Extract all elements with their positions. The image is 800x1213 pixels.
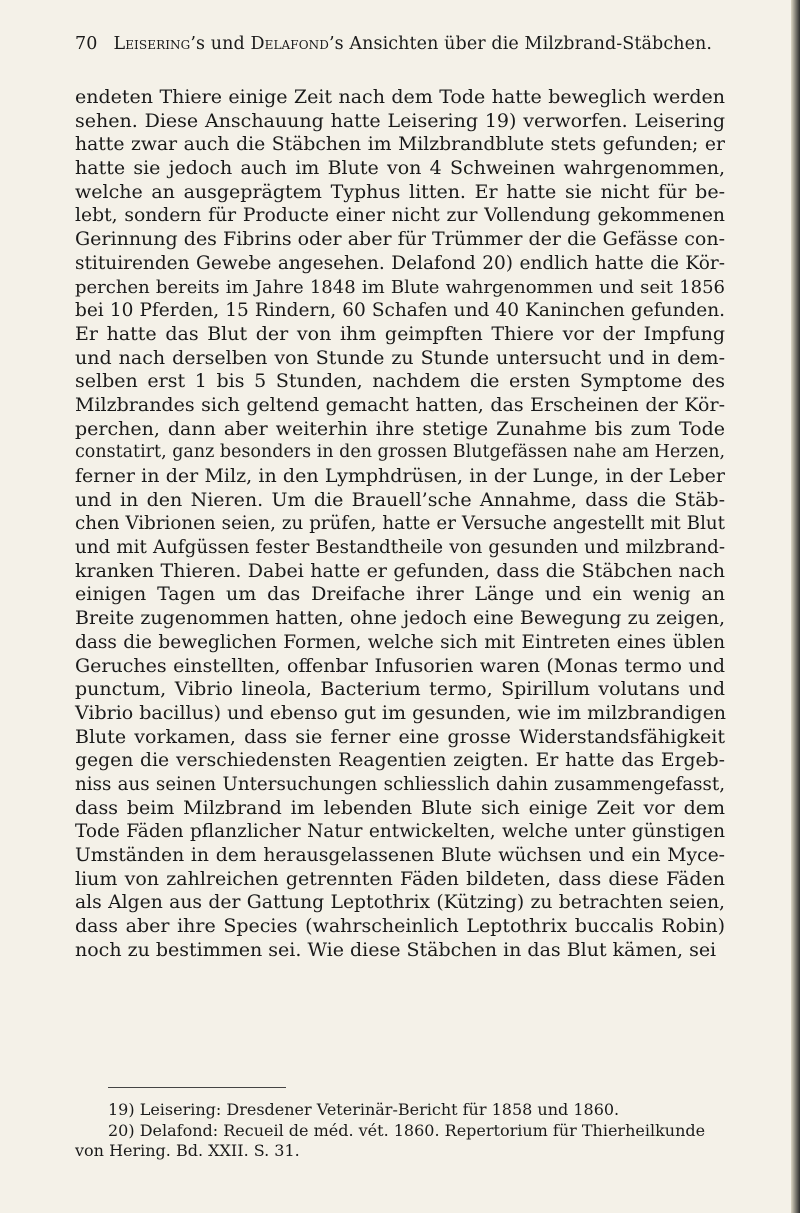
text-line: Tode Fäden pflanzlicher Natur entwickelten, welche unter günstigen — [75, 821, 725, 843]
text-line: noch zu bestimmen sei. Wie diese Stäbchen in das Blut kämen, sei — [75, 938, 717, 961]
text-line: Gerinnung des Fibrins oder aber für Trümmer der die Gefässe con- — [75, 228, 725, 251]
body-text — [75, 86, 725, 962]
header-connector: ’s und — [190, 34, 251, 54]
running-header — [75, 34, 715, 54]
header-title-rest: ’s Ansichten über die Milzbrand-Stäbchen. — [328, 34, 713, 54]
footnote-20-continued: von Hering. Bd. XXII. S. 31. — [75, 1141, 300, 1160]
header-author-1: Leisering — [113, 34, 191, 54]
footnote-rule — [108, 1087, 286, 1088]
footnote-19: 19) Leisering: Dresdener Veterinär-Bericht für 1858 und 1860. — [108, 1100, 620, 1119]
text-line: gegen die verschiedensten Reagentien zeigten. Er hatte das Ergeb- — [75, 750, 725, 772]
text-line: stituirenden Gewebe angesehen. Delafond 20) endlich hatte die Kör- — [75, 252, 725, 274]
text-line: chen Vibrionen seien, zu prüfen, hatte er Versuche angestellt mit Blut — [75, 513, 725, 535]
text-line: perchen bereits im Jahre 1848 im Blute wahrgenommen und seit 1856 — [75, 276, 725, 298]
text-line: Umständen in dem herausgelassenen Blute wüchsen und ein Myce- — [75, 845, 725, 866]
text-line: niss aus seinen Untersuchungen schliesslich dahin zusammengefasst, — [75, 773, 725, 795]
text-line: Vibrio bacillus) und ebenso gut im gesunden, wie im milzbrandigen — [75, 701, 727, 724]
text-line: Geruches einstellten, offenbar Infusorien waren (Monas termo und — [75, 654, 725, 677]
page-edge-shadow — [791, 0, 800, 1213]
text-line: und mit Aufgüssen fester Bestandtheile von gesunden und milzbrand- — [75, 537, 725, 559]
text-line: selben erst 1 bis 5 Stunden, nachdem die ersten Symptome des — [75, 370, 725, 393]
footnotes — [75, 1100, 725, 1162]
text-line: lebt, sondern für Producte einer nicht zur Vollendung gekommenen — [75, 205, 725, 227]
text-line: dass die beweglichen Formen, welche sich mit Eintreten eines üblen — [75, 631, 725, 653]
text-line: Milzbrandes sich geltend gemacht hatten, das Erscheinen der Kör- — [75, 393, 725, 416]
text-line: dass aber ihre Species (wahrscheinlich Leptothrix buccalis Robin) — [75, 915, 725, 938]
text-line: punctum, Vibrio lineola, Bacterium termo, Spirillum volutans und — [75, 678, 725, 701]
text-line: endeten Thiere einige Zeit nach dem Tode hatte beweglich werden — [75, 86, 725, 108]
text-line: lium von zahlreichen getrennten Fäden bildeten, dass diese Fäden — [75, 867, 725, 890]
text-line: Breite zugenommen hatten, ohne jedoch eine Bewegung zu zeigen, — [75, 607, 725, 630]
text-line: und in den Nieren. Um die Brauell’sche Annahme, dass die Stäb- — [75, 488, 725, 511]
text-line: Blute vorkamen, dass sie ferner eine grosse Widerstandsfähigkeit — [75, 725, 725, 748]
text-line: bei 10 Pferden, 15 Rindern, 60 Schafen und 40 Kaninchen gefunden. — [75, 300, 725, 322]
page-number: 70 — [75, 34, 98, 54]
text-line: welche an ausgeprägtem Typhus litten. Er hatte sie nicht für be- — [75, 180, 725, 203]
text-line: constatirt, ganz besonders in den grossen Blutgefässen nahe am Herzen, — [75, 442, 726, 463]
text-line: als Algen aus der Gattung Leptothrix (Kützing) zu betrachten seien, — [75, 892, 725, 914]
text-line: sehen. Diese Anschauung hatte Leisering 19) verworfen. Leisering — [75, 109, 725, 132]
text-line: einigen Tagen um das Dreifache ihrer Länge und ein wenig an — [75, 583, 725, 606]
header-author-2: Delafond — [250, 34, 329, 54]
text-line: dass beim Milzbrand im lebenden Blute sich einige Zeit vor dem — [75, 796, 725, 819]
text-line: kranken Thieren. Dabei hatte er gefunden, dass die Stäbchen nach — [75, 559, 725, 582]
text-line: und nach derselben von Stunde zu Stunde untersucht und in dem- — [75, 346, 725, 369]
text-line: Er hatte das Blut der von ihm geimpften Thiere vor der Impfung — [75, 322, 725, 345]
text-line: perchen, dann aber weiterhin ihre stetige Zunahme bis zum Tode — [75, 417, 725, 440]
text-line: hatte zwar auch die Stäbchen im Milzbrandblute stets gefunden; er — [75, 134, 725, 156]
footnote-20: 20) Delafond: Recueil de méd. vét. 1860. Repertorium für Thierheilkunde — [108, 1120, 706, 1140]
text-line: ferner in der Milz, in den Lymphdrüsen, in der Lunge, in der Leber — [75, 465, 725, 487]
text-line: hatte sie jedoch auch im Blute von 4 Schweinen wahrgenommen, — [75, 157, 725, 180]
